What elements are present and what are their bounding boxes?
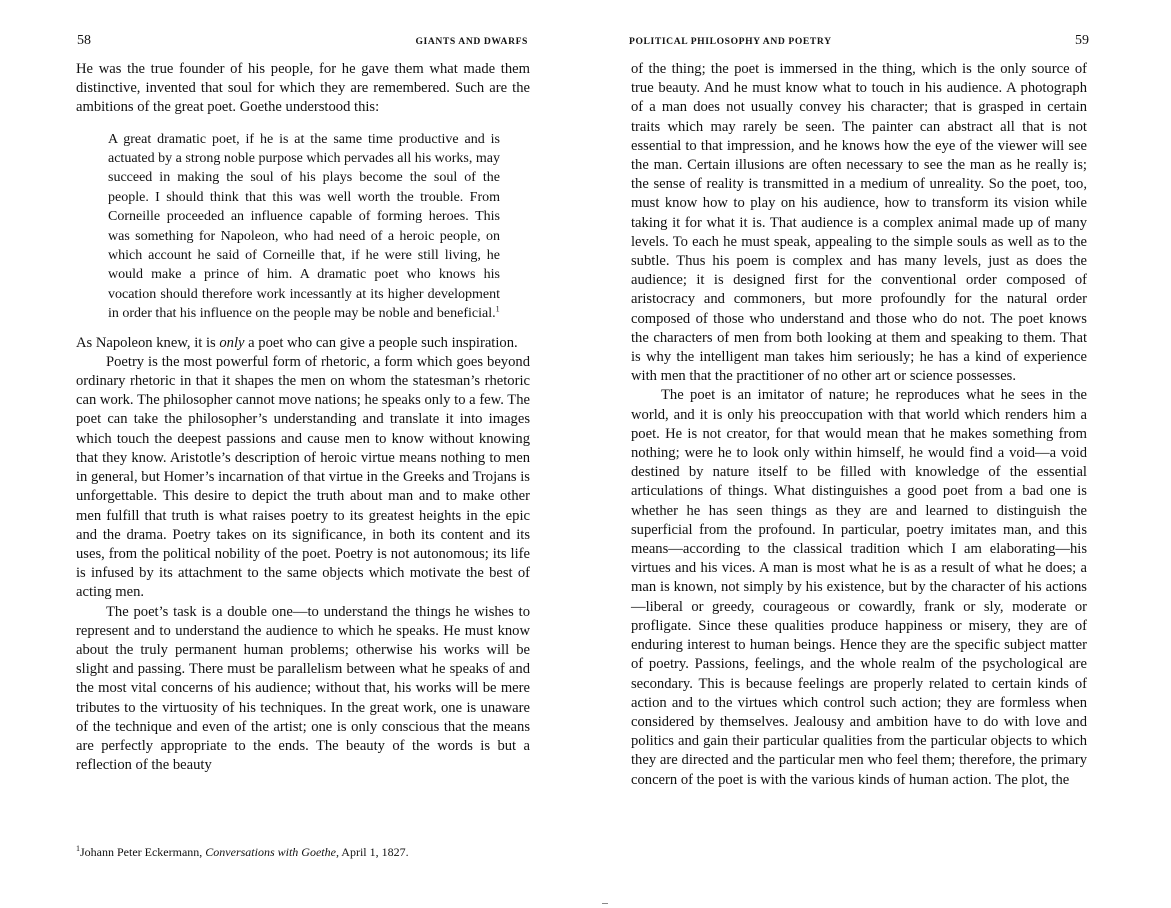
right-running-head — [585, 33, 1171, 53]
paragraph-napoleon — [76, 334, 530, 353]
left-page-number: 58 — [77, 33, 91, 48]
footnote-reference: 1 — [495, 304, 500, 314]
footnote-marker: 1 — [76, 844, 80, 853]
right-body-text — [631, 60, 1087, 790]
left-running-title: GIANTS AND DWARFS — [415, 36, 528, 47]
emphasis-only: only — [219, 334, 245, 351]
footnote-book-title: Conversations with Goethe, — [205, 845, 339, 859]
paragraph-poets-task: The poet’s task is a double one—to understand the things he wishes to represent and to understand the audience to which he speaks. He must know about the truly permanent human problems; otherwise his works will be slight and passing. There must be parallelism between what he speaks of and the most vital concerns of his audience; without that, his works will be mere tributes to the virtuosity of his techniques. In the great work, one is unaware of the technique and even of the artist; one is only conscious that the means are perfectly appropriate to the ends. The beauty of the words is but a reflection of the beauty — [76, 603, 530, 774]
footnote-date: April 1, 1827. — [338, 845, 409, 859]
quotation-text: A great dramatic poet, if he is at the same time productive and is actuated by a strong noble purpose which pervades all his works, may succeed in making the soul of his plays become the soul of the people. I should think that this was well worth the trouble. From Corneille proceeded an influence capable of forming heroes. This was something for Napoleon, who had need of a heroic people, on which account he said of Corneille that, if he were still living, he would make a prince of him. A dramatic poet who knows his vocation should therefore work incessantly at its higher development in order that his influence on the people may be noble and beneficial. — [108, 131, 500, 322]
right-running-title: POLITICAL PHILOSOPHY AND POETRY — [629, 36, 832, 47]
paragraph-rhetoric: Poetry is the most powerful form of rhetoric, a form which goes beyond ordinary rhetoric in that it shapes the men on whom the statesman’s rhetoric can work. The philosopher cannot move nations; he speaks only to a few. The poet can take the philosopher’s understanding and translate it into images which touch the deepest passions and cause men to know without knowing that they know. Aristotle’s description of heroic virtue means nothing to men in general, but Homer’s incarnation of that virtue in the Greeks and Trojans is unforgettable. This desire to depict the truth about man and to make other men fulfill that truth is what raises poetry to its greatest heights in the epic and the drama. Poetry takes on its significance, in both its content and its uses, from the political nobility of the poet. Poetry is not autonomous; its life is infused by its attachment to the same objects which motivate the best of acting men. — [76, 353, 530, 601]
left-body-text — [76, 60, 530, 775]
left-running-head — [0, 33, 585, 53]
goethe-quotation — [108, 130, 500, 324]
footnote — [76, 845, 409, 860]
left-page — [0, 0, 585, 908]
paragraph-imitator: The poet is an imitator of nature; he reproduces what he sees in the world, and it is only his preoccupation with that world which renders him a poet. He is not creator, for that would mean that he makes something from nothing; were he to look only within himself, he would find a void—a void destined by nature itself to be filled with knowledge of the essential articulations of things. What distinguishes a good poet from a bad one is whether he has seen things as they are and learned to distinguish the superficial from the profound. In particular, poetry imitates man, and this means—according to the classical tradition which I am elaborating—his virtues and his vices. A man is most what he is as a result of what he does; a man is known, not simply by his existence, but by the character of his actions—liberal or greedy, courageous or cowardly, frank or sly, moderate or profligate. Since these qualities produce happiness or misery, they are of enduring interest to human beings. Hence they are the specific subject matter of poetry. Passions, feelings, and the whole realm of the psychological are secondary. This is because feelings are properly related to certain kinds of action and to the virtues which control such action; they are formless when considered by themselves. Jealousy and ambition have to do with love and politics and gain their particular qualities from the particular objects to which they are directed and the particular men who feel them; therefore, the primary concern of the poet is with the various kinds of human action. The plot, the — [631, 387, 1087, 788]
napoleon-text-start: As Napoleon knew, it is — [76, 334, 220, 351]
footnote-author: Johann Peter Eckermann, — [80, 845, 206, 859]
right-page — [585, 0, 1171, 908]
right-page-number: 59 — [1075, 33, 1089, 48]
paragraph-opening: He was the true founder of his people, for he gave them what made them distinctive, invented that soul for which they are remembered. Such are the ambitions of the great poet. Goethe understood this: — [76, 61, 530, 116]
paragraph-continued: of the thing; the poet is immersed in the thing, which is the only source of true beauty. And he must know what to touch in his audience. A photograph of a man does not usually convey his character; that is grasped in certain traits which may rarely be seen. The painter can abstract all that is not essential to that impression, and he knows how the eye of the viewer will see the man. Certain illusions are often necessary to see the man as he really is; the sense of reality is transmitted in a medium of unreality. So the poet, too, must know how to play on his audience, how to transform its vision while taking it for what it is. That audience is a complex animal made up of many levels. To each he must speak, appealing to the simple souls as well as to the subtle. Thus his poem is complex and has many levels, just as does the audience; it is designed first for the conventional order composed of aristocracy and commoners, but more profoundly for the natural order composed of those who understand and those who do not. The poet knows the characters of men from both looking at them and speaking to them. That is why the intelligent man takes him seriously; he has a kind of experience with men that the practitioner of no other art or science possesses. — [631, 61, 1087, 385]
gutter-mark — [602, 903, 608, 904]
napoleon-text-end: a poet who can give a people such inspiration. — [244, 334, 518, 351]
